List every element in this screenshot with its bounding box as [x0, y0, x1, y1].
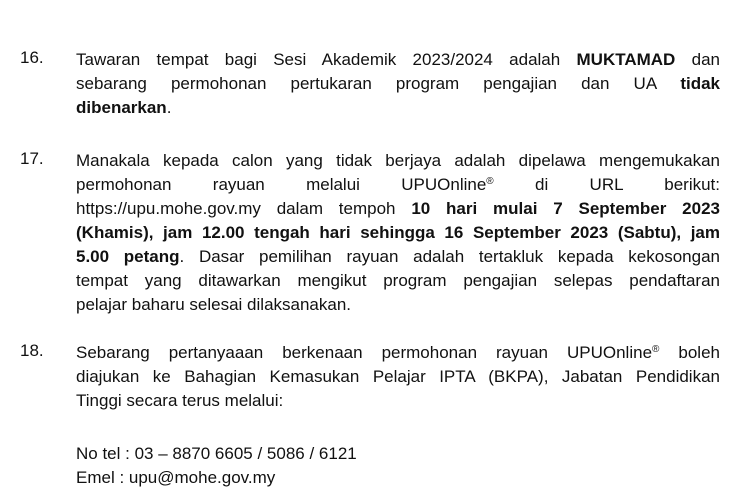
- text-line: [76, 221, 720, 245]
- text-run: Tinggi secara terus melalui:: [76, 391, 284, 410]
- registered-mark: ®: [652, 344, 660, 355]
- contact-info: [76, 442, 357, 490]
- emphasis-text: (Khamis), jam 12.00 tengah hari sehingga 16 September 2023 (Sabtu), jam: [76, 223, 720, 242]
- text-run: boleh: [659, 343, 720, 362]
- text-line: [76, 173, 720, 197]
- text-run: pelajar baharu selesai dilaksanakan.: [76, 295, 352, 314]
- url-text: https://upu.mohe.gov.my dalam tempoh: [76, 199, 412, 218]
- text-run: tempat yang ditawarkan mengikut program pengajian selepas pendaftaran: [76, 271, 720, 290]
- text-line: [76, 48, 720, 72]
- text-run: diajukan ke Bahagian Kemasukan Pelajar IPTA (BKPA), Jabatan Pendidikan: [76, 367, 720, 386]
- emphasis-text: 5.00 petang: [76, 247, 180, 266]
- clause-text: [76, 149, 720, 317]
- text-run: Manakala kepada calon yang tidak berjaya adalah dipelawa mengemukakan: [76, 151, 720, 170]
- clause-text: [76, 341, 720, 413]
- phone-number: No tel : 03 – 8870 6605 / 5086 / 6121: [76, 444, 357, 463]
- text-line: [76, 197, 720, 221]
- text-run: di URL berikut:: [493, 175, 720, 194]
- emphasis-text: dibenarkan: [76, 98, 167, 117]
- text-run: sebarang permohonan pertukaran program pengajian dan UA: [76, 74, 681, 93]
- text-run: Tawaran tempat bagi Sesi Akademik 2023/2024 adalah: [76, 50, 577, 69]
- text-line: [76, 365, 720, 389]
- clause-text: [76, 48, 720, 120]
- text-line: [76, 341, 720, 365]
- text-run: Sebarang pertanyaaan berkenaan permohonan rayuan UPUOnline: [76, 343, 653, 362]
- text-line: [76, 96, 720, 120]
- text-line: [76, 149, 720, 173]
- text-line: [76, 389, 720, 413]
- emphasis-text: 10 hari mulai 7 September 2023: [411, 199, 720, 218]
- emphasis-text: tidak: [680, 74, 720, 93]
- text-line: [76, 72, 720, 96]
- emphasis-text: MUKTAMAD: [576, 50, 676, 69]
- clause-number: 17.: [20, 149, 44, 168]
- clause-number: 16.: [20, 48, 44, 67]
- text-line: [76, 293, 720, 317]
- text-run: dan: [675, 50, 720, 69]
- clause-number: 18.: [20, 341, 44, 360]
- text-run: . Dasar pemilihan rayuan adalah tertakluk kepada kekosongan: [179, 247, 720, 266]
- registered-mark: ®: [486, 176, 494, 187]
- text-line: [76, 245, 720, 269]
- text-run: .: [166, 98, 172, 117]
- email-address: Emel : upu@mohe.gov.my: [76, 468, 276, 487]
- text-run: permohonan rayuan melalui UPUOnline: [76, 175, 487, 194]
- text-line: [76, 269, 720, 293]
